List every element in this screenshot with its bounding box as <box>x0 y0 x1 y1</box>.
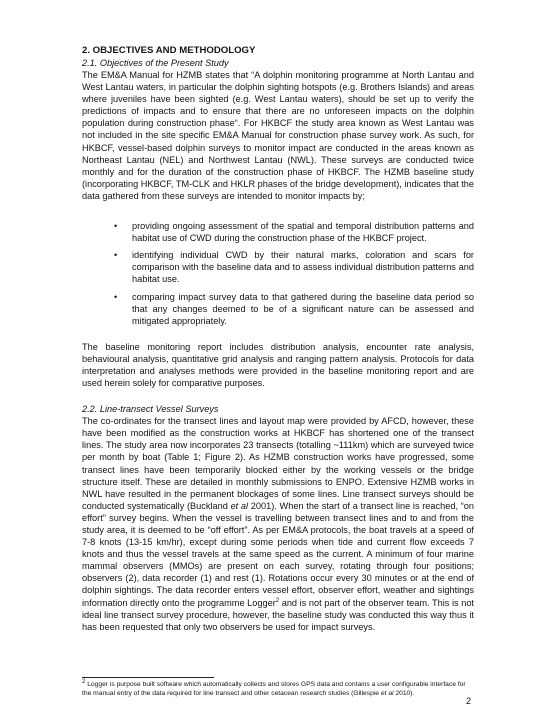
section-heading: 2. OBJECTIVES AND METHODOLOGY <box>82 45 256 56</box>
subsection-heading-2-2: 2.2. Line-transect Vessel Surveys <box>82 404 219 415</box>
survey-text-part: and is not part of the observer team. This is not ideal line transect survey procedure, however, the baseline study was conducted this way thus it has been requested that only two observers be used for impact surveys. <box>82 597 474 632</box>
footnote-reference: 2 <box>275 597 280 604</box>
survey-text-part: The co-ordinates for the transect lines and layout map were provided by AFCD, however, these have been modified as the construction works at HKBCF has shortened one of the transect lines. The study area now incorporates 23 transects (totalling ~111km) which are surveyed twice per month by boat (Table 1; Figure 2). As HZMB construction works have progressed, some transect lines have been temporarily blocked either by the working vessels or the bridge structure itself. These are detailed in monthly submissions to ENPO. Extensive HZMB works in NWL have resulted in the permanent blockages of some lines. Line transect surveys should be conducted systematically (Buckland <box>82 416 474 511</box>
subsection-heading-2-1: 2.1. Objectives of the Present Study <box>82 58 229 68</box>
bullet-icon: • <box>114 221 118 232</box>
bullet-icon: • <box>114 291 118 302</box>
survey-text-part: 2001). When the start of a transect line is reached, “on effort” survey begins. When the vessel is travelling between transect lines and to and from the study area, it is deemed to be “off effort”. As per EM&A protocols, the boat travels at a speed of 7-8 knots (13-15 km/hr), except during some periods when tide and current flow exceeds 7 knots and thus the vessel travels at the same speed as the current. A minimum of four marine mammal observers (MMOs) are present on each survey, rotating through four positions; observers (2), data recorder (1) and rest (1). Rotations occur every 30 minutes or at the end of dolphin sightings. The data recorder enters vessel effort, observer effort, weather and sightings information directly onto the programme Logger <box>82 500 474 608</box>
footnote <box>82 678 474 698</box>
objectives-bullet-list <box>82 220 474 327</box>
footnote-divider <box>82 677 214 678</box>
bullet-item <box>114 249 474 285</box>
footnote-marker: 2 <box>82 678 86 685</box>
baseline-paragraph: The baseline monitoring report includes distribution analysis, encounter rate analysis, behavioural analysis, quantitative grid analysis and ranging pattern analysis. Protocols for data interpretation and analyses methods were provided in the baseline monitoring report and are used herein solely for comparative purposes. <box>82 341 474 389</box>
survey-paragraph <box>82 415 474 633</box>
citation-et-al: et al <box>230 500 249 511</box>
footnote-text-part: Logger is purpose built software which automatically collects and stores GPS data and contains a user configurable interface for the manual entry of the data required for line transect and other cetacean research studies (Gillespie <box>82 681 466 697</box>
page-number: 2 <box>466 696 472 706</box>
page-body <box>82 45 474 633</box>
bullet-text: identifying individual CWD by their natural marks, coloration and scars for comparison with the baseline data and to assess individual distribution patterns and habitat use. <box>132 250 474 285</box>
footnote-text-part: 2010). <box>393 689 415 697</box>
bullet-item <box>114 220 474 244</box>
objectives-paragraph: The EM&A Manual for HZMB states that “A dolphin monitoring programme at North Lantau and West Lantau waters, in particular the dolphin sighting hotspots (e.g. Brothers Islands) and areas where juveniles have been sighted (e.g. West Lantau waters), should be set up to verify the predictions of impacts and to ensure that there are no unforeseen impacts on the dolphin population during construction phase“. For HKBCF the study area known as West Lantau was not included in the site specific EM&A Manual for construction phase survey work. As such, for HKBCF, vessel-based dolphin surveys to monitor impact are conducted in the areas known as Northeast Lantau (NEL) and Northwest Lantau (NWL). These surveys are conducted twice monthly and for the duration of the construction phase of HKBCF. The HZMB baseline study (incorporating HKBCF, TM-CLK and HKLR phases of the bridge development), indicates that the data gathered from these surveys are intended to monitor impacts by; <box>82 70 474 201</box>
footnote-et-al: et al <box>380 689 394 697</box>
bullet-icon: • <box>114 250 118 261</box>
bullet-item <box>114 291 474 327</box>
bullet-text: comparing impact survey data to that gathered during the baseline data period so that any changes deemed to be of a significant nature can be assessed and mitigated appropriately. <box>132 291 474 326</box>
bullet-text: providing ongoing assessment of the spatial and temporal distribution patterns and habitat use of CWD during the construction phase of the HKBCF project. <box>132 221 474 244</box>
